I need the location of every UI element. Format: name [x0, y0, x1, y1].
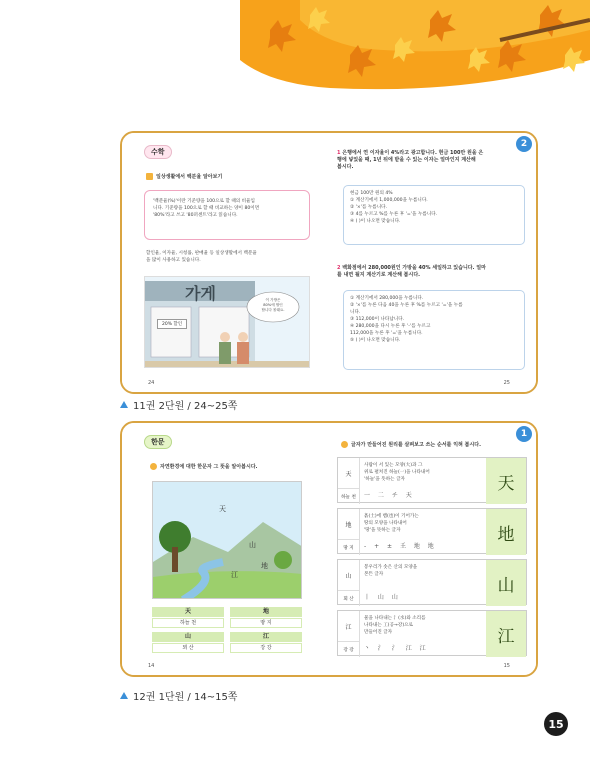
row-desc: [364, 462, 486, 483]
hanja-grid: [152, 607, 302, 656]
stroke-order: - + ± 𡈼 地 地: [364, 543, 437, 550]
grid-reading: 하늘 천: [152, 618, 224, 628]
row-char: 天: [338, 458, 360, 488]
subject-tag: 한문: [144, 435, 172, 449]
stroke-order: 丶 氵 氵 江 江: [364, 645, 429, 652]
def-line: '백분율(%)'이란 기준량을 100으로 할 때의 비율입: [153, 199, 255, 204]
question-line: 를 내면 될지 계산기로 계산해 봅시다.: [337, 272, 421, 278]
section-heading: [146, 173, 222, 180]
textbook-spread-math: [120, 131, 538, 394]
shop-illustration: [144, 276, 310, 368]
desc-line: 흙(土)에 뱀(也)이 기어가는: [364, 514, 419, 519]
bullet-icon: [341, 441, 348, 448]
section-heading: [150, 463, 258, 470]
grid-reading: 땅 지: [230, 618, 302, 628]
speech-bubble: [251, 298, 295, 313]
heading-text: 자연환경에 대한 한문자 그 뜻을 알아봅시다.: [160, 464, 258, 470]
large-char: 地: [486, 509, 526, 555]
page-number-right: 15: [503, 663, 510, 669]
large-char: 山: [486, 560, 526, 606]
bullet-icon: [146, 173, 153, 180]
grid-char: 天: [152, 607, 224, 617]
question-2: [337, 264, 527, 278]
answer-line: ① 계산기에서 280,000을 누릅니다.: [350, 296, 424, 301]
para-line: 할인율, 이자율, 시청률, 판매율 등 일상생활에서 백분율: [146, 251, 257, 256]
left-page: [122, 423, 329, 675]
answer-line: ③ 4를 누르고 %를 누른 후 '='을 누릅니다.: [350, 212, 438, 217]
answer-box-1: [343, 185, 525, 245]
row-meaning: 강 강: [338, 641, 360, 657]
sale-tag: 20% 할인: [157, 319, 187, 329]
question-1: [337, 149, 527, 170]
landscape-illustration: [152, 481, 302, 599]
def-line: 니다. 기준량을 100으로 할 때 비교하는 양이 80이면: [153, 206, 260, 211]
question-line: 행에 넣었을 때, 1년 뒤에 받을 수 있는 이자는 얼마인지 계산해: [337, 157, 476, 163]
question-number: 1: [337, 150, 341, 156]
bubble-line: 합니다 볼래요.: [261, 308, 285, 312]
def-line: '80%'라고 쓰고 '80퍼센트'라고 읽습니다.: [153, 213, 238, 218]
badge-number: 2: [516, 136, 532, 152]
caption-text: 11권 2단원 / 24~25쪽: [133, 401, 238, 412]
page-number-left: 14: [148, 663, 155, 669]
page-number-right: 25: [503, 380, 510, 386]
desc-line: 봉우리가 솟은 산의 모양을: [364, 565, 418, 570]
answer-box-2: [343, 290, 525, 370]
grid-char: 江: [230, 632, 302, 642]
section-heading: [341, 441, 481, 448]
para-line: 을 많이 사용하고 있습니다.: [146, 258, 201, 263]
large-char: 江: [486, 611, 526, 657]
row-char: 江: [338, 611, 360, 641]
row-meaning: 땅 지: [338, 539, 360, 555]
caption-1: [120, 397, 237, 412]
landscape-scene-icon: [153, 482, 302, 599]
heading-text: 글자가 만들어진 원리를 살펴보고 쓰는 순서를 익혀 봅시다.: [351, 442, 482, 448]
grid-reading: 강 강: [230, 643, 302, 653]
answer-line: ④ 280,000을 다시 누른 후 '-'를 누르고: [350, 324, 431, 329]
desc-line: 땅의 모양을 나타내어: [364, 521, 407, 526]
label-land: 地: [261, 562, 268, 570]
right-page: [329, 423, 536, 675]
subject-tag: 수학: [144, 145, 172, 159]
autumn-leaves-banner: [0, 0, 590, 95]
desc-line: '하늘'을 뜻하는 글자: [364, 477, 405, 482]
shop-sign: 가게: [185, 284, 216, 303]
row-char: 山: [338, 560, 360, 590]
row-desc: [364, 564, 486, 578]
bubble-line: 80%에 할인: [263, 303, 283, 307]
hanja-row: [337, 457, 527, 503]
question-text: 은행에서 연 이자율이 4%라고 광고합니다. 현금 100만 원을 은: [342, 150, 484, 156]
hanja-row: [337, 508, 527, 554]
row-desc: [364, 513, 486, 534]
answer-line: ② '×'를 누릅니다.: [350, 205, 388, 210]
page-number-left: 24: [148, 380, 155, 386]
row-char: 地: [338, 509, 360, 539]
desc-line: 물을 나타내는 氵(水)와 소리를: [364, 616, 426, 621]
right-page: [329, 133, 536, 392]
grid-reading: 뫼 산: [152, 643, 224, 653]
answer-line: ⑤ ( )이 나오면 맞습니다.: [350, 338, 401, 343]
row-meaning: 뫼 산: [338, 590, 360, 606]
answer-line: 112,000을 누른 후 '='을 누릅니다.: [350, 331, 423, 336]
answer-line: ① 계산기에서 1,000,000을 누릅니다.: [350, 198, 428, 203]
row-meaning: 하늘 천: [338, 488, 360, 504]
page-number-badge: 15: [544, 712, 568, 736]
desc-line: 위로 펼쳐진 하늘(一)을 나타내어: [364, 470, 430, 475]
question-number: 2: [337, 265, 341, 271]
stroke-order: 一 二 チ 天: [364, 492, 415, 499]
desc-line: 사람이 서 있는 모양(大)과 그: [364, 463, 423, 468]
desc-line: 본뜬 글자: [364, 572, 384, 577]
row-desc: [364, 615, 486, 636]
answer-line: ② '×'를 누른 다음 40을 누른 후 %를 누르고 '='을 누릅: [350, 303, 463, 308]
hanja-row: [337, 559, 527, 605]
grid-char: 地: [230, 607, 302, 617]
answer-line: 니다.: [350, 310, 361, 315]
answer-line: 현금 100만 원의 4%: [350, 191, 393, 196]
triangle-icon: [120, 401, 128, 408]
label-sky: 天: [219, 505, 226, 513]
question-line: [337, 264, 527, 271]
definition-box: [144, 190, 310, 240]
hanja-row: [337, 610, 527, 656]
badge-number: 1: [516, 426, 532, 442]
large-char: 天: [486, 458, 526, 504]
desc-line: '땅'을 뜻하는 글자: [364, 528, 401, 533]
paragraph: [146, 250, 308, 264]
grid-char: 山: [152, 632, 224, 642]
textbook-spread-hanja: [120, 421, 538, 677]
stroke-order: 丨 山 山: [364, 594, 401, 601]
caption-text: 12권 1단원 / 14~15쪽: [133, 692, 238, 703]
desc-line: 만들어진 글자: [364, 630, 393, 635]
desc-line: 나타내는 工(공→강)으로: [364, 623, 413, 628]
answer-line: ③ 112,000이 나타납니다.: [350, 317, 405, 322]
answer-line: ④ ( )이 나오면 맞습니다.: [350, 219, 401, 224]
bubble-line: 이 가방은: [265, 298, 281, 302]
question-line: [337, 149, 527, 156]
caption-2: [120, 688, 237, 703]
label-river: 江: [231, 571, 238, 579]
bullet-icon: [150, 463, 157, 470]
question-text: 백화점에서 280,000원인 가방을 40% 세일하고 있습니다. 얼마: [342, 265, 486, 271]
triangle-icon: [120, 692, 128, 699]
question-line: 봅시다.: [337, 164, 354, 170]
left-page: [122, 133, 329, 392]
maple-leaves-illustration: [0, 0, 590, 95]
heading-text: 일상생활에서 백분율 알아보기: [156, 174, 223, 180]
label-mountain: 山: [249, 541, 256, 549]
